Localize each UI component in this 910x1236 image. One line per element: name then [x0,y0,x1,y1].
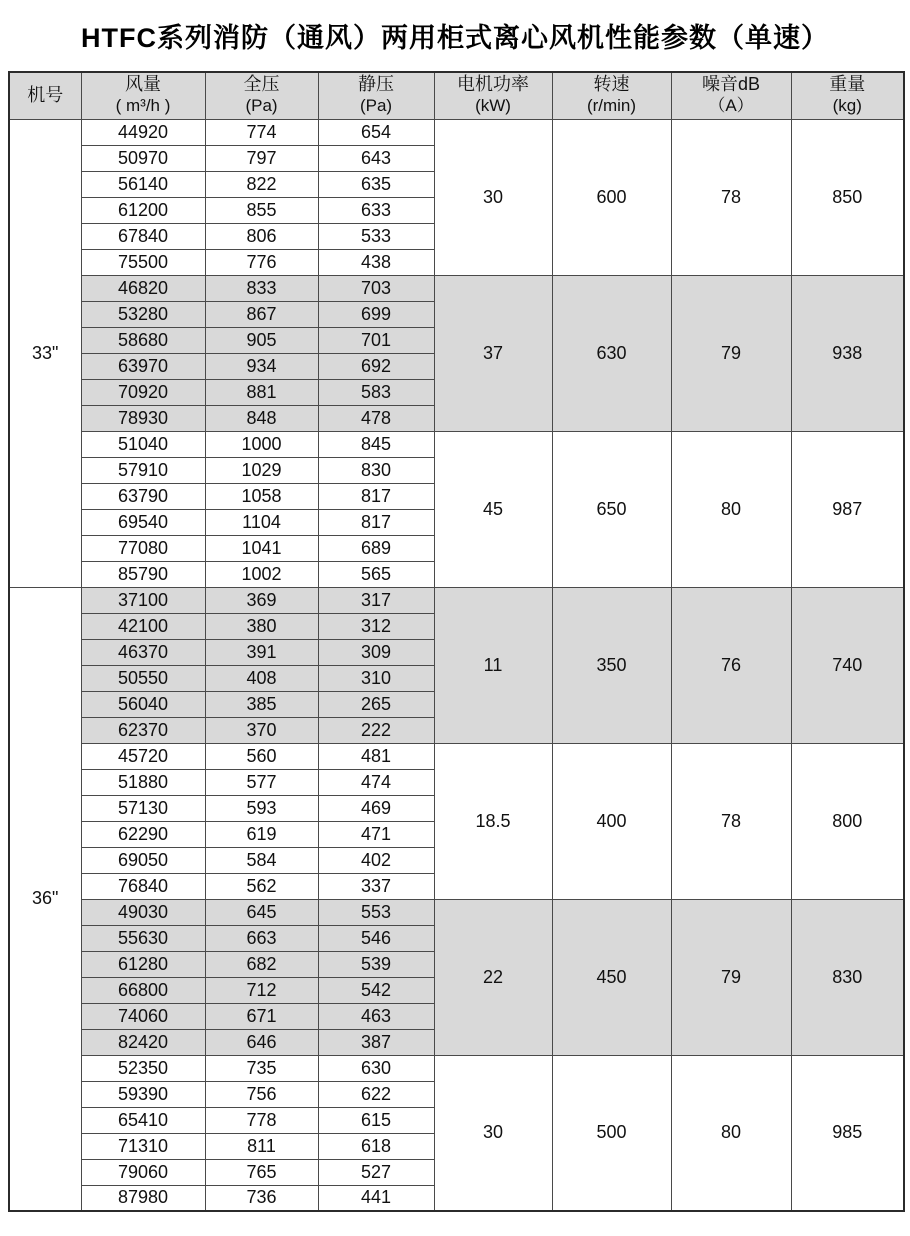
airflow-cell: 76840 [81,873,205,899]
model-cell: 36" [9,587,81,1211]
static-pressure-cell: 337 [318,873,434,899]
weight-cell: 740 [791,587,904,743]
static-pressure-cell: 463 [318,1003,434,1029]
weight-cell: 985 [791,1055,904,1211]
static-pressure-cell: 618 [318,1133,434,1159]
airflow-cell: 63790 [81,483,205,509]
static-pressure-cell: 441 [318,1185,434,1211]
speed-cell: 630 [552,275,671,431]
static-pressure-cell: 817 [318,509,434,535]
airflow-cell: 62370 [81,717,205,743]
total-pressure-cell: 577 [205,769,318,795]
total-pressure-cell: 619 [205,821,318,847]
airflow-cell: 77080 [81,535,205,561]
static-pressure-cell: 309 [318,639,434,665]
airflow-cell: 56040 [81,691,205,717]
static-pressure-cell: 635 [318,171,434,197]
total-pressure-cell: 369 [205,587,318,613]
total-pressure-cell: 584 [205,847,318,873]
airflow-cell: 75500 [81,249,205,275]
airflow-cell: 65410 [81,1107,205,1133]
noise-cell: 78 [671,119,791,275]
airflow-cell: 37100 [81,587,205,613]
total-pressure-cell: 1041 [205,535,318,561]
static-pressure-cell: 699 [318,301,434,327]
static-pressure-cell: 533 [318,223,434,249]
noise-cell: 79 [671,899,791,1055]
total-pressure-cell: 905 [205,327,318,353]
table-body [9,119,904,1211]
static-pressure-cell: 630 [318,1055,434,1081]
weight-cell: 830 [791,899,904,1055]
model-cell: 33" [9,119,81,587]
weight-cell: 938 [791,275,904,431]
total-pressure-cell: 712 [205,977,318,1003]
table-row [9,587,904,613]
airflow-cell: 71310 [81,1133,205,1159]
airflow-cell: 59390 [81,1081,205,1107]
column-header-weight: 重量 (kg) [791,72,904,119]
total-pressure-cell: 797 [205,145,318,171]
table-row [9,275,904,301]
column-header-total-pressure: 全压 (Pa) [205,72,318,119]
airflow-cell: 61280 [81,951,205,977]
static-pressure-cell: 845 [318,431,434,457]
static-pressure-cell: 478 [318,405,434,431]
total-pressure-cell: 380 [205,613,318,639]
table-row [9,431,904,457]
airflow-cell: 82420 [81,1029,205,1055]
total-pressure-cell: 934 [205,353,318,379]
static-pressure-cell: 527 [318,1159,434,1185]
motor-power-cell: 45 [434,431,552,587]
static-pressure-cell: 481 [318,743,434,769]
total-pressure-cell: 811 [205,1133,318,1159]
static-pressure-cell: 553 [318,899,434,925]
static-pressure-cell: 654 [318,119,434,145]
airflow-cell: 50970 [81,145,205,171]
static-pressure-cell: 471 [318,821,434,847]
header-row [9,72,904,119]
airflow-cell: 67840 [81,223,205,249]
total-pressure-cell: 593 [205,795,318,821]
motor-power-cell: 22 [434,899,552,1055]
speed-cell: 450 [552,899,671,1055]
noise-cell: 79 [671,275,791,431]
noise-cell: 78 [671,743,791,899]
speed-cell: 400 [552,743,671,899]
speed-cell: 600 [552,119,671,275]
airflow-cell: 57910 [81,457,205,483]
total-pressure-cell: 735 [205,1055,318,1081]
airflow-cell: 45720 [81,743,205,769]
static-pressure-cell: 546 [318,925,434,951]
column-header-model: 机号 [9,72,81,119]
total-pressure-cell: 391 [205,639,318,665]
airflow-cell: 42100 [81,613,205,639]
noise-cell: 80 [671,431,791,587]
airflow-cell: 69050 [81,847,205,873]
total-pressure-cell: 408 [205,665,318,691]
airflow-cell: 69540 [81,509,205,535]
static-pressure-cell: 310 [318,665,434,691]
airflow-cell: 50550 [81,665,205,691]
airflow-cell: 46820 [81,275,205,301]
total-pressure-cell: 765 [205,1159,318,1185]
motor-power-cell: 37 [434,275,552,431]
column-header-static-pressure: 静压 (Pa) [318,72,434,119]
weight-cell: 850 [791,119,904,275]
static-pressure-cell: 474 [318,769,434,795]
airflow-cell: 78930 [81,405,205,431]
airflow-cell: 56140 [81,171,205,197]
airflow-cell: 44920 [81,119,205,145]
column-header-motor-power: 电机功率 (kW) [434,72,552,119]
speed-cell: 500 [552,1055,671,1211]
total-pressure-cell: 848 [205,405,318,431]
total-pressure-cell: 562 [205,873,318,899]
static-pressure-cell: 830 [318,457,434,483]
table-row [9,119,904,145]
motor-power-cell: 30 [434,119,552,275]
static-pressure-cell: 402 [318,847,434,873]
static-pressure-cell: 387 [318,1029,434,1055]
static-pressure-cell: 703 [318,275,434,301]
total-pressure-cell: 778 [205,1107,318,1133]
static-pressure-cell: 615 [318,1107,434,1133]
total-pressure-cell: 560 [205,743,318,769]
static-pressure-cell: 817 [318,483,434,509]
total-pressure-cell: 645 [205,899,318,925]
airflow-cell: 53280 [81,301,205,327]
static-pressure-cell: 701 [318,327,434,353]
static-pressure-cell: 542 [318,977,434,1003]
static-pressure-cell: 438 [318,249,434,275]
noise-cell: 76 [671,587,791,743]
total-pressure-cell: 806 [205,223,318,249]
airflow-cell: 74060 [81,1003,205,1029]
airflow-cell: 49030 [81,899,205,925]
speed-cell: 650 [552,431,671,587]
static-pressure-cell: 583 [318,379,434,405]
total-pressure-cell: 822 [205,171,318,197]
total-pressure-cell: 1058 [205,483,318,509]
airflow-cell: 58680 [81,327,205,353]
static-pressure-cell: 643 [318,145,434,171]
airflow-cell: 79060 [81,1159,205,1185]
static-pressure-cell: 317 [318,587,434,613]
static-pressure-cell: 689 [318,535,434,561]
total-pressure-cell: 1000 [205,431,318,457]
column-header-speed: 转速 (r/min) [552,72,671,119]
static-pressure-cell: 222 [318,717,434,743]
total-pressure-cell: 671 [205,1003,318,1029]
fan-performance-table [8,71,905,1212]
motor-power-cell: 18.5 [434,743,552,899]
static-pressure-cell: 539 [318,951,434,977]
page-title: HTFC系列消防（通风）两用柜式离心风机性能参数（单速） [81,23,829,53]
total-pressure-cell: 646 [205,1029,318,1055]
total-pressure-cell: 370 [205,717,318,743]
weight-cell: 987 [791,431,904,587]
airflow-cell: 62290 [81,821,205,847]
column-header-noise: 噪音dB （A） [671,72,791,119]
static-pressure-cell: 565 [318,561,434,587]
airflow-cell: 61200 [81,197,205,223]
total-pressure-cell: 1002 [205,561,318,587]
motor-power-cell: 11 [434,587,552,743]
total-pressure-cell: 756 [205,1081,318,1107]
column-header-airflow: 风量 ( m³/h ) [81,72,205,119]
airflow-cell: 46370 [81,639,205,665]
airflow-cell: 55630 [81,925,205,951]
total-pressure-cell: 736 [205,1185,318,1211]
noise-cell: 80 [671,1055,791,1211]
airflow-cell: 66800 [81,977,205,1003]
airflow-cell: 85790 [81,561,205,587]
table-row [9,1055,904,1081]
static-pressure-cell: 265 [318,691,434,717]
airflow-cell: 51880 [81,769,205,795]
speed-cell: 350 [552,587,671,743]
total-pressure-cell: 663 [205,925,318,951]
static-pressure-cell: 312 [318,613,434,639]
table-row [9,743,904,769]
airflow-cell: 57130 [81,795,205,821]
weight-cell: 800 [791,743,904,899]
motor-power-cell: 30 [434,1055,552,1211]
total-pressure-cell: 855 [205,197,318,223]
total-pressure-cell: 833 [205,275,318,301]
table-header [9,72,904,119]
airflow-cell: 87980 [81,1185,205,1211]
total-pressure-cell: 1029 [205,457,318,483]
static-pressure-cell: 692 [318,353,434,379]
airflow-cell: 63970 [81,353,205,379]
total-pressure-cell: 682 [205,951,318,977]
total-pressure-cell: 867 [205,301,318,327]
airflow-cell: 51040 [81,431,205,457]
airflow-cell: 70920 [81,379,205,405]
total-pressure-cell: 774 [205,119,318,145]
table-row [9,899,904,925]
total-pressure-cell: 1104 [205,509,318,535]
static-pressure-cell: 622 [318,1081,434,1107]
static-pressure-cell: 633 [318,197,434,223]
total-pressure-cell: 776 [205,249,318,275]
total-pressure-cell: 385 [205,691,318,717]
airflow-cell: 52350 [81,1055,205,1081]
total-pressure-cell: 881 [205,379,318,405]
static-pressure-cell: 469 [318,795,434,821]
